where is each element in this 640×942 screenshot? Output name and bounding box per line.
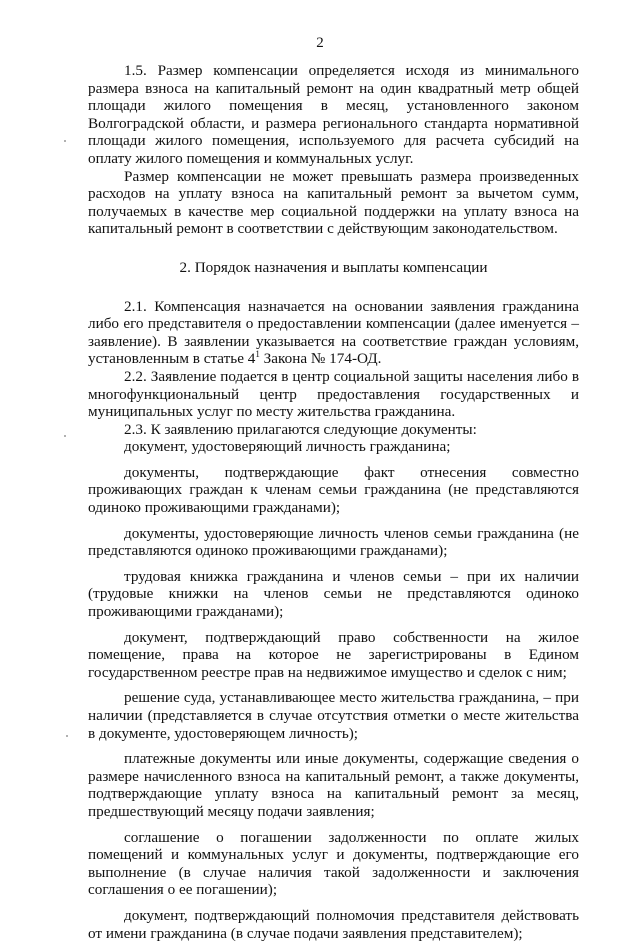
paragraph-2-1 (88, 298, 579, 368)
list-item-representative-authority: документ, подтверждающий полномочия представителя действовать от имени гражданина (в случае подачи заявления представителем); (88, 906, 579, 942)
list-item-work-book: трудовая книжка гражданина и членов семьи – при их наличии (трудовые книжки на членов семьи не представляются одиноко проживающими гражданами); (88, 567, 579, 621)
article-superscript: 1 (255, 349, 260, 360)
list-item-debt-agreement: соглашение о погашении задолженности по оплате жилых помещений и коммунальных услуг и документы, подтверждающие его выполнение (в случае наличия такой задолженности и заключения соглашения о ее погашении); (88, 828, 579, 899)
list-item-court-decision: решение суда, устанавливающее место жительства гражданина, – при наличии (представляется в случае отсутствия отметки о месте жительства в документе, удостоверяющем личность); (88, 689, 579, 742)
document-body (88, 62, 579, 942)
list-item-payment-documents: платежные документы или иные документы, содержащие сведения о размере начисленного взноса на капитальный ремонт, а также документы, подтверждающие уплату взноса на капитальный ремонт за месяц, предшествующий месяцу подачи заявления; (88, 750, 579, 820)
scan-dot (64, 140, 66, 142)
paragraph-2-3: 2.3. К заявлению прилагаются следующие документы: (124, 420, 477, 438)
list-item-family-identity: документы, удостоверяющие личность членов семьи гражданина (не представляются одиноко проживающими гражданами); (88, 524, 579, 560)
paragraph-compensation-limit: Размер компенсации не может превышать размера произведенных расходов на уплату взноса на капитальный ремонт за вычетом сумм, получаемых в качестве мер социальной поддержки на уплату взноса на капитальный ремонт в соответствии с действующим законодательством. (88, 167, 579, 238)
page-number: 2 (316, 35, 324, 51)
list-item-family-documents: документы, подтверждающие факт отнесения совместно проживающих граждан к членам семьи гражданина (не представляются одиноко проживающими гражданами); (88, 463, 579, 517)
paragraph-2-1-text: 2.1. Компенсация назначается на основании заявления гражданина либо его представителя о предоставлении компенсации (далее именуется – заявление). В заявлении указывается на соответствие граждан условиям, установленным в статье 4 (88, 297, 579, 368)
paragraph-2-2: 2.2. Заявление подается в центр социальной защиты населения либо в многофункциональный центр предоставления государственных и муниципальных услуг по месту жительства гражданина. (88, 367, 579, 421)
list-item-ownership-document: документ, подтверждающий право собственности на жилое помещение, права на которое не зарегистрированы в Едином государственном реестре прав на недвижимое имущество и сделок с ним; (88, 628, 579, 681)
paragraph-1-5: 1.5. Размер компенсации определяется исходя из минимального размера взноса на капитальный ремонт на один квадратный метр общей площади жилого помещения в месяц, установленного законом Волгоградской области, и размера регионального стандарта нормативной площади жилого помещения, используемого для расчета субсидий на оплату жилого помещения и коммунальных услуг. (88, 62, 579, 167)
section-heading: 2. Порядок назначения и выплаты компенсации (179, 258, 488, 276)
scan-dot (64, 435, 66, 437)
paragraph-2-1-tail: Закона № 174-ОД. (259, 350, 382, 368)
list-item-identity-document: документ, удостоверяющий личность гражданина; (124, 438, 451, 456)
scan-dot (66, 735, 68, 737)
